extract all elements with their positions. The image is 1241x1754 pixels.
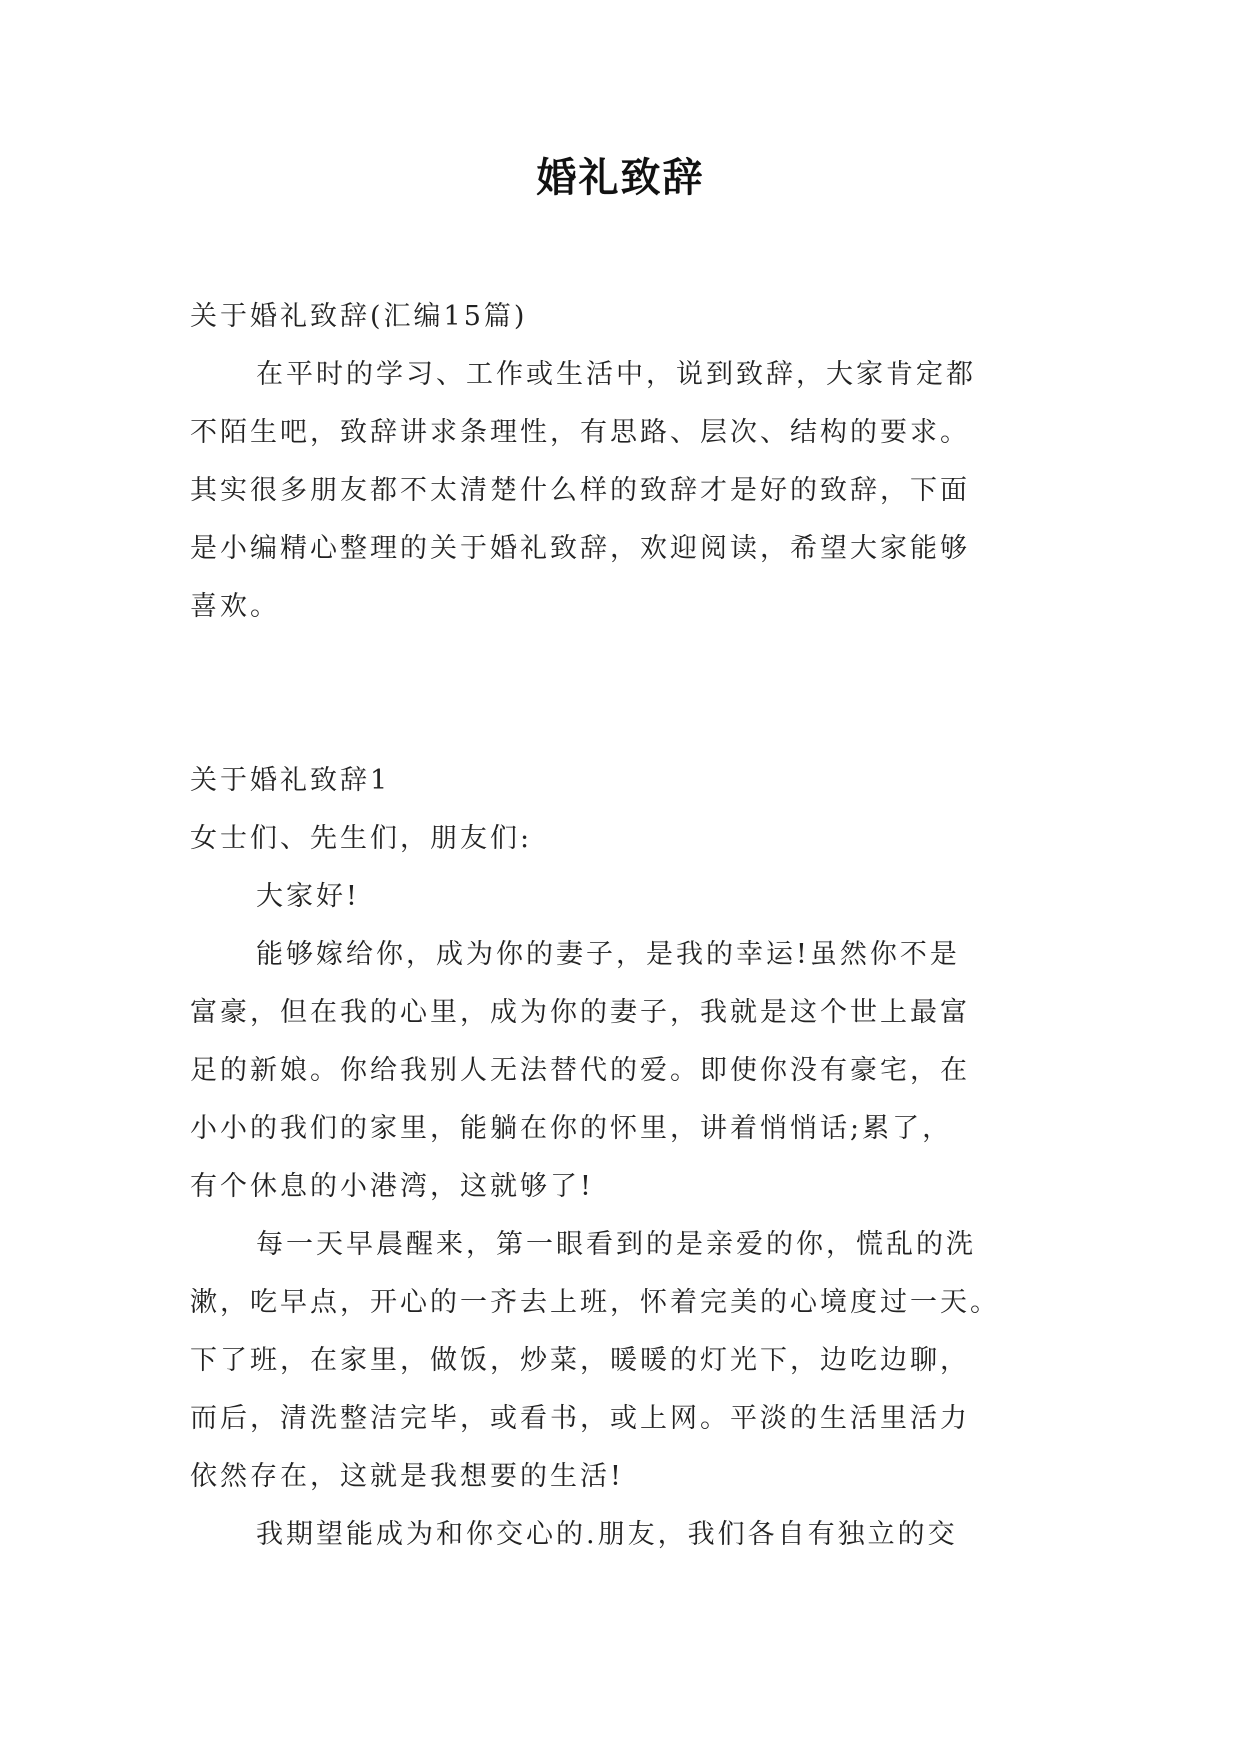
- intro-line: 是小编精心整理的关于婚礼致辞，欢迎阅读，希望大家能够: [190, 533, 970, 564]
- paragraph-line: 每一天早晨醒来，第一眼看到的是亲爱的你，慌乱的洗: [256, 1229, 976, 1260]
- section-spacer: [190, 636, 1060, 752]
- intro-line: 喜欢。: [190, 591, 280, 622]
- paragraph-line: 有个休息的小港湾，这就够了!: [190, 1171, 594, 1202]
- paragraph-line: 依然存在，这就是我想要的生活!: [190, 1461, 624, 1492]
- paragraph-line: 我期望能成为和你交心的.朋友，我们各自有独立的交: [256, 1519, 958, 1550]
- subtitle: 关于婚礼致辞(汇编15篇): [190, 301, 528, 332]
- salutation: 女士们、先生们，朋友们:: [190, 823, 533, 854]
- section-heading: 关于婚礼致辞1: [190, 765, 391, 796]
- greeting: 大家好!: [256, 881, 360, 912]
- intro-line: 在平时的学习、工作或生活中，说到致辞，大家肯定都: [256, 359, 976, 390]
- document-title: 婚礼致辞: [536, 155, 705, 201]
- document-body: [190, 288, 1060, 1564]
- paragraph-line: 漱，吃早点，开心的一齐去上班，怀着完美的心境度过一天。: [190, 1287, 1000, 1318]
- paragraph-line: 富豪，但在我的心里，成为你的妻子，我就是这个世上最富: [190, 997, 970, 1028]
- paragraph-line: 能够嫁给你，成为你的妻子，是我的幸运!虽然你不是: [256, 939, 960, 970]
- intro-line: 不陌生吧，致辞讲求条理性，有思路、层次、结构的要求。: [190, 417, 970, 448]
- paragraph-line: 小小的我们的家里，能躺在你的怀里，讲着悄悄话;累了，: [190, 1113, 953, 1144]
- paragraph-line: 而后，清洗整洁完毕，或看书，或上网。平淡的生活里活力: [190, 1403, 970, 1434]
- paragraph-line: 下了班，在家里，做饭，炒菜，暖暖的灯光下，边吃边聊，: [190, 1345, 970, 1376]
- intro-line: 其实很多朋友都不太清楚什么样的致辞才是好的致辞，下面: [190, 475, 970, 506]
- paragraph-line: 足的新娘。你给我别人无法替代的爱。即使你没有豪宅，在: [190, 1055, 970, 1086]
